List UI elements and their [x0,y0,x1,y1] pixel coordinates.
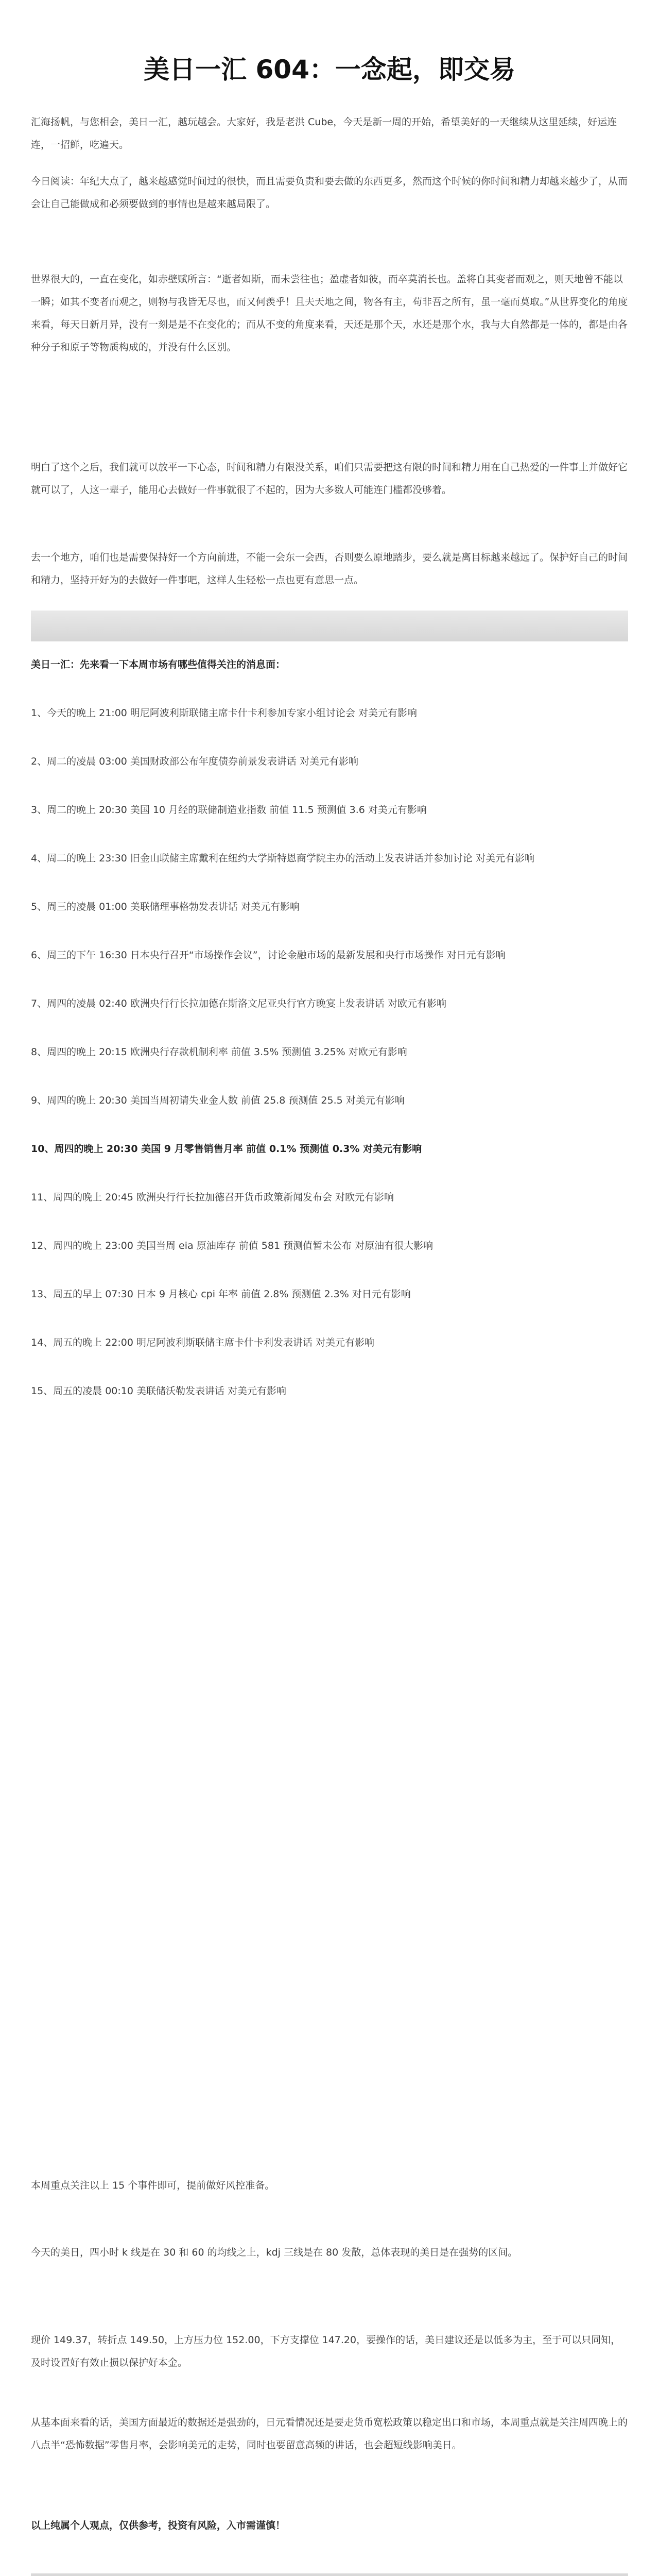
event-item: 7、周四的凌晨 02:40 欧洲央行行长拉加德在斯洛文尼亚央行官方晚宴上发表讲话 对欧元有影响 [31,998,446,1009]
analysis-paragraph: 今天的美日，四小时 k 线是在 30 和 60 的均线之上，kdj 三线是在 80 发散，总体表现的美日是在强势的区间。 [31,2247,518,2258]
analysis-section [31,2329,628,2374]
section-divider [31,611,628,641]
intro-paragraph: 汇海扬帆，与您相会，美日一汇，越玩越会。大家好，我是老洪 Cube，今天是新一周的开始，希望美好的一天继续从这里延续，好运连连，一招鲜，吃遍天。 [31,116,617,150]
intro-section [31,170,628,215]
intro-section [31,456,628,501]
intro-paragraph: 世界很大的，一直在变化，如赤壁赋所言：“逝者如斯，而未尝往也；盈虚者如彼，而卒莫消长也。盖将自其变者而观之，则天地曾不能以一瞬；如其不变者而观之，则物与我皆无尽也，而又何羡乎！且夫天地之间，物各有主，苟非吾之所有，虽一毫而莫取。”从世界变化的角度来看，每天日新月异，没有一刻是是不在变化的；而从不变的角度来看，天还是那个天，水还是那个水，我与大自然都是一体的，都是由各种分子和原子等物质构成的，并没有什么区别。 [31,274,628,353]
section-divider [31,2573,628,2576]
intro-section [31,546,628,591]
event-item: 12、周四的晚上 23:00 美国当周 eia 原油库存 前值 581 预测值暂未公布 对原油有很大影响 [31,1240,433,1251]
event-item: 8、周四的晚上 20:15 欧洲央行存款机制利率 前值 3.5% 预测值 3.25% 对欧元有影响 [31,1046,407,1058]
analysis-section [31,2241,628,2264]
event-item: 13、周五的早上 07:30 日本 9 月核心 cpi 年率 前值 2.8% 预测值 2.3% 对日元有影响 [31,1289,411,1300]
disclaimer: 以上纯属个人观点，仅供参考，投资有风险，入市需谨慎！ [31,2520,286,2531]
article-title: 美日一汇 604：一念起，即交易 [144,55,515,84]
intro-paragraph: 今日阅读：年纪大点了，越来越感觉时间过的很快，而且需要负责和要去做的东西更多，然而这个时候的你时间和精力却越来越少了，从而会让自己能做成和必须要做到的事情也是越来越局限了。 [31,176,628,210]
event-item: 14、周五的晚上 22:00 明尼阿波利斯联储主席卡什卡利发表讲话 对美元有影响 [31,1337,375,1348]
analysis-paragraph: 现价 149.37，转折点 149.50，上方压力位 152.00，下方支撑位 147.20，要操作的话，美日建议还是以低多为主，至于可以只同知，及时设置好有效止损以保护好本金。 [31,2334,621,2368]
analysis-paragraph: 本周重点关注以上 15 个事件即可，提前做好风控准备。 [31,2180,275,2191]
events-section [31,653,628,1428]
intro-paragraph: 去一个地方，咱们也是需要保持好一个方向前进，不能一会东一会西，否则要么原地踏步，要么就是离目标越来越远了。保护好自己的时间和精力，坚持开好为的去做好一件事吧，这样人生轻松一点也更有意思一点。 [31,552,628,586]
event-item: 4、周二的晚上 23:30 旧金山联储主席戴利在纽约大学斯特恩商学院主办的活动上发表讲话并参加讨论 对美元有影响 [31,853,534,864]
event-item: 1、今天的晚上 21:00 明尼阿波利斯联储主席卡什卡利参加专家小组讨论会 对美元有影响 [31,707,417,719]
analysis-section [31,2411,628,2456]
analysis-section [31,2514,628,2537]
intro-section [31,268,628,359]
analysis-paragraph: 从基本面来看的话，美国方面最近的数据还是强劲的，日元看情况还是要走货币宽松政策以稳定出口和市场，本周重点就是关注周四晚上的八点半“恐怖数据”零售月率，会影响美元的走势，同时也要留意高频的讲话，也会超短线影响美日。 [31,2417,628,2451]
event-item: 3、周二的晚上 20:30 美国 10 月经的联储制造业指数 前值 11.5 预测值 3.6 对美元有影响 [31,804,427,816]
analysis-section [31,2174,628,2197]
events-intro: 美日一汇：先来看一下本周市场有哪些值得关注的消息面： [31,659,286,670]
event-item: 11、周四的晚上 20:45 欧洲央行行长拉加德召开货币政策新闻发布会 对欧元有影响 [31,1192,394,1203]
event-item: 9、周四的晚上 20:30 美国当周初请失业金人数 前值 25.8 预测值 25.5 对美元有影响 [31,1095,405,1106]
event-item: 15、周五的凌晨 00:10 美联储沃勒发表讲话 对美元有影响 [31,1385,287,1397]
event-item: 5、周三的凌晨 01:00 美联储理事格勃发表讲话 对美元有影响 [31,901,300,912]
intro-section [31,111,628,156]
event-item-highlight: 10、周四的晚上 20:30 美国 9 月零售销售月率 前值 0.1% 预测值 0.3% 对美元有影响 [31,1143,422,1155]
event-item: 6、周三的下午 16:30 日本央行召开“市场操作会议”，讨论金融市场的最新发展和央行市场操作 对日元有影响 [31,950,506,961]
event-item: 2、周二的凌晨 03:00 美国财政部公布年度债券前景发表讲话 对美元有影响 [31,756,358,767]
intro-paragraph: 明白了这个之后，我们就可以放平一下心态，时间和精力有限没关系，咱们只需要把这有限的时间和精力用在自己热爱的一件事上并做好它就可以了，人这一辈子，能用心去做好一件事就很了不起的，因为大多数人可能连门槛都没够着。 [31,462,628,496]
